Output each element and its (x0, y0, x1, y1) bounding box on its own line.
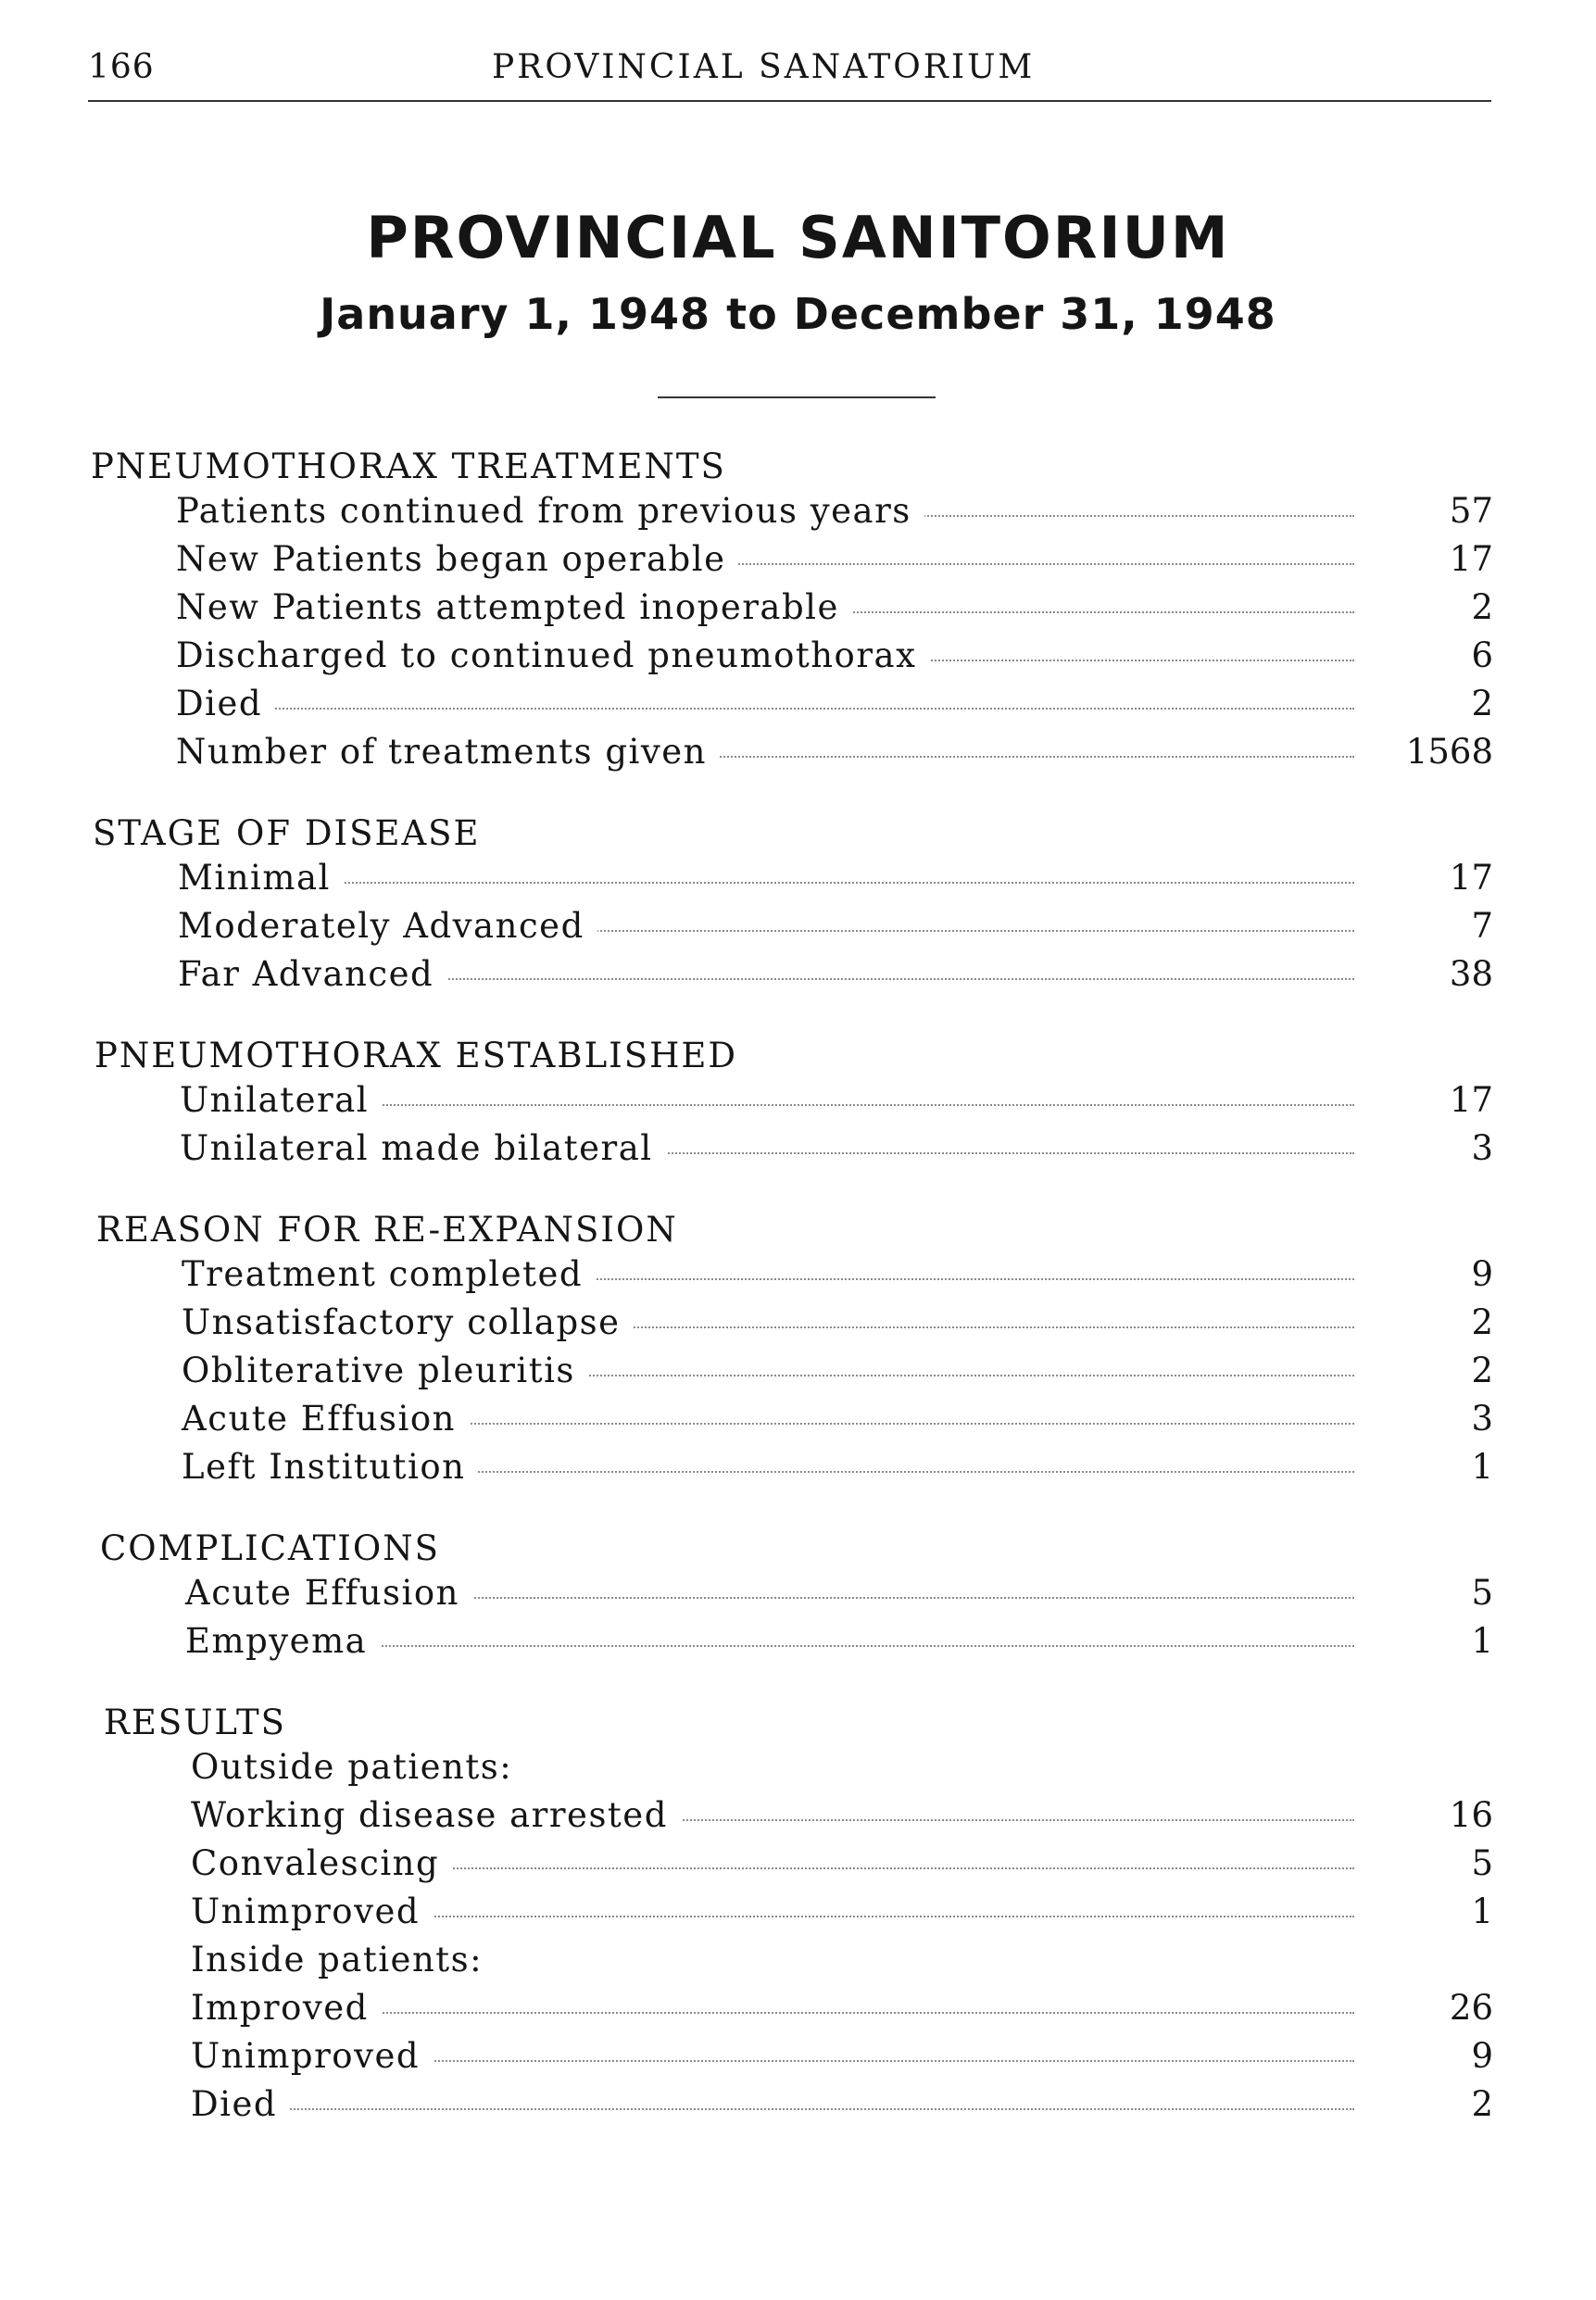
row-value: 1568 (1405, 732, 1493, 772)
table-row (176, 632, 1493, 680)
row-label: Unilateral made bilateral (180, 1125, 666, 1173)
table-row (185, 1617, 1493, 1665)
row-label: New Patients began operable (176, 535, 738, 584)
row-label: Minimal (178, 854, 344, 902)
dot-leader (176, 708, 1354, 710)
table-row (176, 535, 1493, 584)
table-row (180, 1125, 1493, 1173)
row-label: Improved (191, 1984, 382, 2032)
title-divider (658, 396, 936, 398)
row-value: 6 (1471, 635, 1493, 675)
row-label: Treatment completed (182, 1251, 596, 1299)
row-label: Patients continued from previous years (176, 487, 924, 535)
row-label: Died (191, 2080, 290, 2129)
row-value: 1 (1471, 1621, 1493, 1661)
row-label: Far Advanced (178, 950, 446, 999)
table-row (176, 680, 1493, 728)
row-label: Acute Effusion (185, 1569, 472, 1617)
table-row (191, 1936, 1493, 1984)
section-heading: PNEUMOTHORAX TREATMENTS (91, 446, 726, 486)
row-subheading: Inside patients: (191, 1936, 496, 1984)
row-label: Discharged to continued pneumothorax (176, 632, 929, 680)
row-value: 5 (1471, 1573, 1493, 1613)
row-value: 1 (1471, 1892, 1493, 1931)
table-row (191, 1791, 1493, 1840)
table-row (182, 1299, 1493, 1347)
row-subheading: Outside patients: (191, 1743, 525, 1791)
dot-leader (178, 882, 1354, 884)
table-row (191, 1888, 1493, 1936)
row-label: Working disease arrested (191, 1791, 681, 1840)
row-label: Empyema (185, 1617, 380, 1665)
row-value: 2 (1471, 587, 1493, 627)
table-row (182, 1443, 1493, 1491)
section-heading: PNEUMOTHORAX ESTABLISHED (94, 1036, 738, 1075)
table-row (178, 902, 1493, 950)
section-heading: STAGE OF DISEASE (93, 813, 481, 853)
table-row (176, 487, 1493, 535)
row-value: 2 (1471, 684, 1493, 723)
row-value: 2 (1471, 1351, 1493, 1390)
report-date-range: January 1, 1948 to December 31, 1948 (320, 289, 1276, 339)
table-row (182, 1347, 1493, 1395)
running-title: PROVINCIAL SANATORIUM (492, 48, 1036, 86)
row-value: 38 (1449, 954, 1493, 994)
table-row (191, 1840, 1493, 1888)
row-value: 16 (1449, 1795, 1493, 1835)
table-row (191, 2032, 1493, 2080)
table-row (191, 1743, 1493, 1791)
row-value: 3 (1471, 1128, 1493, 1168)
row-value: 2 (1471, 2084, 1493, 2124)
row-value: 9 (1471, 1254, 1493, 1294)
row-value: 17 (1449, 539, 1493, 579)
row-value: 9 (1471, 2036, 1493, 2076)
row-value: 7 (1471, 906, 1493, 946)
table-row (176, 584, 1493, 632)
table-row (191, 2080, 1493, 2129)
row-value: 2 (1471, 1302, 1493, 1342)
row-value: 17 (1449, 1080, 1493, 1120)
page-number: 166 (88, 48, 155, 86)
row-value: 1 (1471, 1447, 1493, 1487)
table-row (185, 1569, 1493, 1617)
section-heading: RESULTS (104, 1703, 286, 1742)
row-label: Unimproved (191, 1888, 433, 1936)
running-head (88, 48, 1491, 102)
row-label: Unimproved (191, 2032, 433, 2080)
row-label: Unilateral (180, 1076, 382, 1125)
row-label: New Patients attempted inoperable (176, 584, 852, 632)
row-value: 5 (1471, 1843, 1493, 1883)
row-value: 26 (1449, 1988, 1493, 2028)
table-row (178, 950, 1493, 999)
row-label: Obliterative pleuritis (182, 1347, 588, 1395)
table-row (178, 854, 1493, 902)
row-label: Moderately Advanced (178, 902, 597, 950)
row-label: Unsatisfactory collapse (182, 1299, 634, 1347)
row-label: Left Institution (182, 1443, 478, 1491)
row-label: Number of treatments given (176, 728, 720, 776)
table-row (182, 1251, 1493, 1299)
report-title: PROVINCIAL SANITORIUM (366, 204, 1230, 271)
table-row (180, 1076, 1493, 1125)
table-row (182, 1395, 1493, 1443)
row-value: 17 (1449, 858, 1493, 898)
table-row (191, 1984, 1493, 2032)
table-row (176, 728, 1493, 776)
row-label: Convalescing (191, 1840, 452, 1888)
row-label: Died (176, 680, 275, 728)
dot-leader (191, 2108, 1354, 2110)
section-heading: COMPLICATIONS (100, 1528, 440, 1568)
row-value: 3 (1471, 1399, 1493, 1439)
section-heading: REASON FOR RE-EXPANSION (96, 1210, 678, 1250)
row-label: Acute Effusion (182, 1395, 469, 1443)
row-value: 57 (1449, 491, 1493, 531)
